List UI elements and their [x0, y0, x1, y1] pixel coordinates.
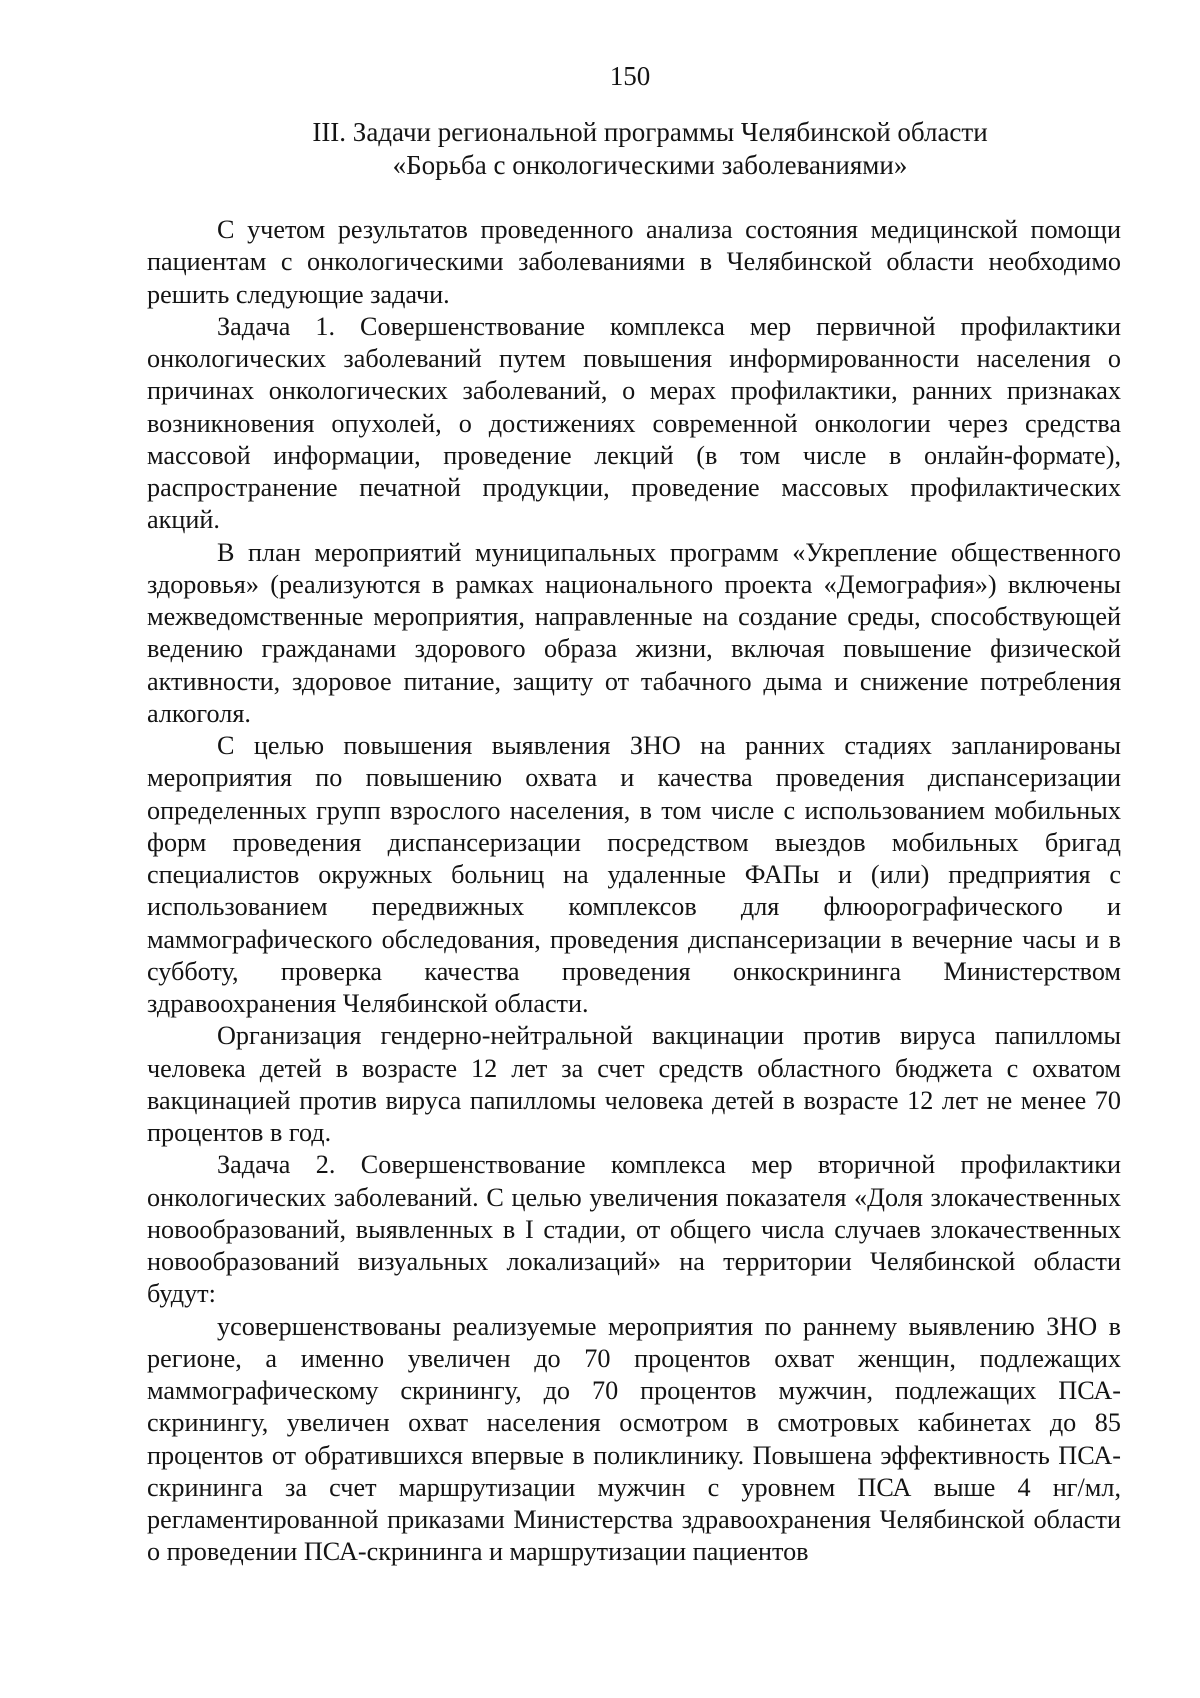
section-heading-line-2: «Борьба с онкологическими заболеваниями»	[392, 150, 908, 180]
paragraph-early-detection: С целью повышения выявления ЗНО на ранних стадиях запланированы мероприятия по повышению охвата и качества проведения диспансеризации определенных групп взрослого населения, в том числе с использованием мобильных форм проведения диспансеризации посредством выездов мобильных бригад специалистов окружных больниц на удаленные ФАПы и (или) предприятия с использованием передвижных комплексов для флюорографического и маммографического обследования, проведения диспансеризации в вечерние часы и в субботу, проверка качества проведения онкоскрининга Министерством здравоохранения Челябинской области.	[147, 731, 1121, 1018]
paragraph-hpv-vaccination: Организация гендерно-нейтральной вакцинации против вируса папилломы человека детей в возрасте 12 лет за счет средств областного бюджета с охватом вакцинацией против вируса папилломы человека детей в возрасте 12 лет не менее 70 процентов в год.	[147, 1021, 1121, 1147]
paragraph-task-2: Задача 2. Совершенствование комплекса мер вторичной профилактики онкологических заболеваний. С целью увеличения показателя «Доля злокачественных новообразований, выявленных в I стадии, от общего числа случаев злокачественных новообразований визуальных локализаций» на территории Челябинской области будут:	[147, 1150, 1121, 1309]
section-heading-line-1: III. Задачи региональной программы Челябинской области	[312, 117, 988, 147]
paragraph-screening-improvements: усовершенствованы реализуемые мероприятия по раннему выявлению ЗНО в регионе, а именно увеличен до 70 процентов охват женщин, подлежащих маммографическому скринингу, до 70 процентов мужчин, подлежащих ПСА-скринингу, увеличен охват населения осмотром в смотровых кабинетах до 85 процентов от обратившихся впервые в поликлинику. Повышена эффективность ПСА-скрининга за счет маршрутизации мужчин с уровнем ПСА выше 4 нг/мл, регламентированной приказами Министерства здравоохранения Челябинской области о проведении ПСА-скрининга и маршрутизации пациентов	[147, 1311, 1121, 1567]
paragraph-task-1: Задача 1. Совершенствование комплекса мер первичной профилактики онкологических заболеваний путем повышения информированности населения о причинах онкологических заболеваний, о мерах профилактики, ранних признаках возникновения опухолей, о достижениях современной онкологии через средства массовой информации, проведение лекций (в том числе в онлайн-формате), распространение печатной продукции, проведение массовых профилактических акций.	[147, 311, 1121, 535]
page-number: 150	[609, 61, 651, 91]
section-heading	[270, 116, 1030, 182]
paragraph-intro: С учетом результатов проведенного анализа состояния медицинской помощи пациентам с онкологическими заболеваниями в Челябинской области необходимо решить следующие задачи.	[147, 215, 1121, 309]
body-text	[147, 214, 1121, 1569]
paragraph-municipal-programs: В план мероприятий муниципальных программ «Укрепление общественного здоровья» (реализуются в рамках национального проекта «Демография») включены межведомственные мероприятия, направленные на создание среды, способствующей ведению гражданами здорового образа жизни, включая повышение физической активности, здоровое питание, защиту от табачного дыма и снижение потребления алкоголя.	[147, 537, 1121, 728]
